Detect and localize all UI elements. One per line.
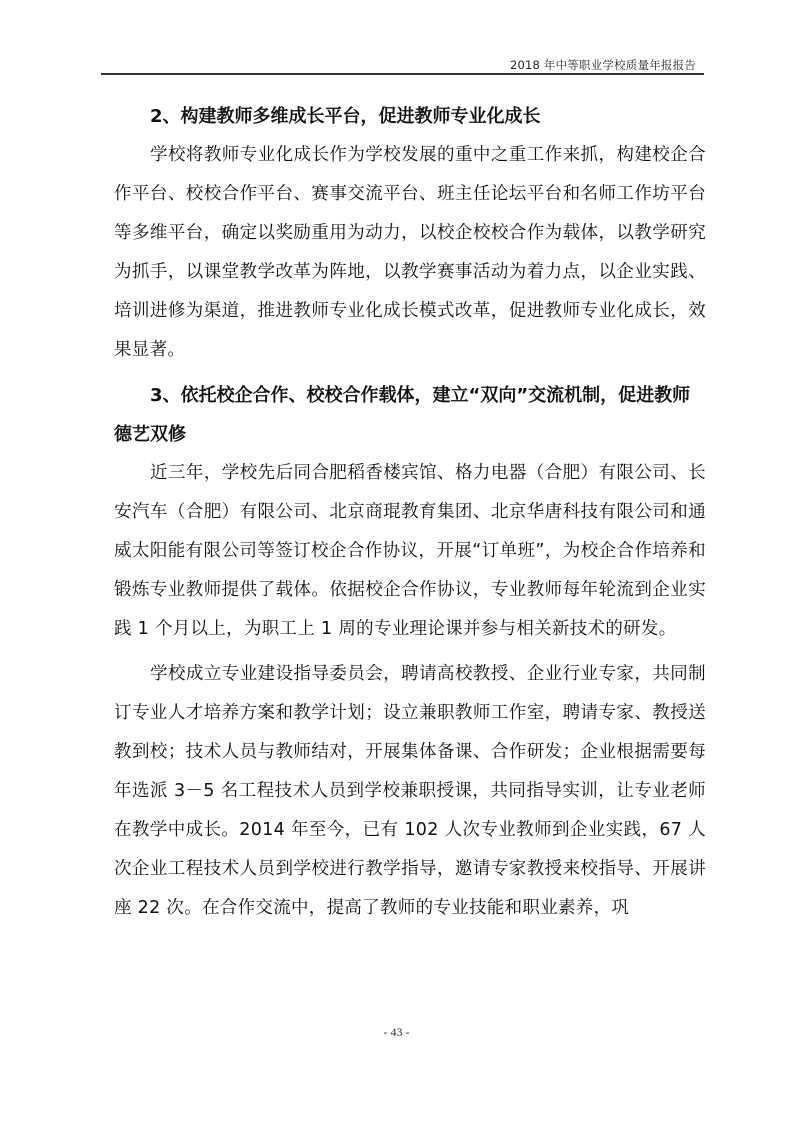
document-body bbox=[114, 97, 706, 928]
section-2-paragraph: 学校将教师专业化成长作为学校发展的重中之重工作来抓，构建校企合作平台、校校合作平台、赛事交流平台、班主任论坛平台和名师工作坊平台等多维平台，确定以奖励重用为动力，以校企校校合作为载体，以教学研究为抓手，以课堂教学改革为阵地，以教学赛事活动为着力点，以企业实践、培训进修为渠道，推进教师专业化成长模式改革，促进教师专业化成长，效果显著。 bbox=[114, 145, 706, 360]
section-3-heading: 3、依托校企合作、校校合作载体，建立“双向”交流机制，促进教师德艺双修 bbox=[114, 385, 691, 445]
header-title: 2018 年中等职业学校质量年报报告 bbox=[509, 58, 696, 72]
section-3-paragraph-1: 近三年，学校先后同合肥稻香楼宾馆、格力电器（合肥）有限公司、长安汽车（合肥）有限公司、北京商琨教育集团、北京华唐科技有限公司和通威太阳能有限公司等签订校企合作协议，开展“订单班”，为校企合作培养和锻炼专业教师提供了载体。依据校企合作协议，专业教师每年轮流到企业实践 1 个月以上，为职工上 1 周的专业理论课并参与相关新技术的研发。 bbox=[114, 463, 706, 639]
page-number: - 43 - bbox=[383, 1025, 410, 1039]
header-divider bbox=[101, 73, 704, 75]
page-header bbox=[0, 0, 793, 74]
section-3-paragraph-2: 学校成立专业建设指导委员会，聘请高校教授、企业行业专家，共同制订专业人才培养方案和教学计划；设立兼职教师工作室，聘请专家、教授送教到校；技术人员与教师结对，开展集体备课、合作研发；企业根据需要每年选派 3－5 名工程技术人员到学校兼职授课，共同指导实训，让专业老师在教学中成长。2014 年至今，已有 102 人次专业教师到企业实践，67 人次企业工程技术人员到学校进行教学指导，邀请专家教授来校指导、开展讲座 22 次。在合作交流中，提高了教师的专业技能和职业素养，巩 bbox=[114, 664, 706, 918]
section-2-heading: 2、构建教师多维成长平台，促进教师专业化成长 bbox=[150, 106, 541, 127]
